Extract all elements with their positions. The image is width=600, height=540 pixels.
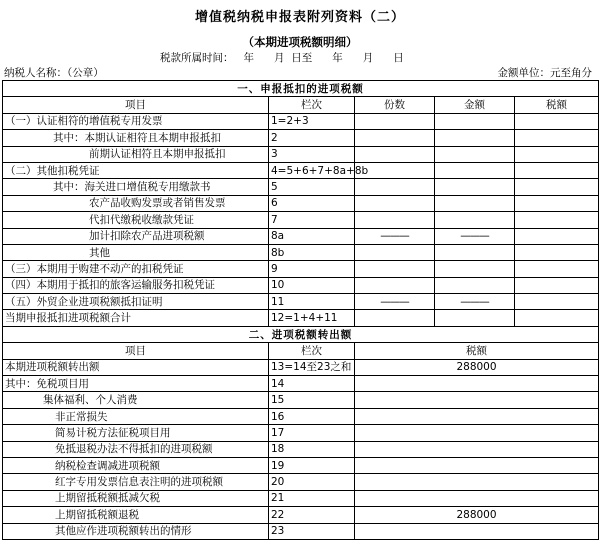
row-column-no: 1=2+3 xyxy=(269,113,355,129)
row-item: 代扣代缴税收缴款凭证 xyxy=(3,212,269,228)
copies-cell[interactable] xyxy=(355,113,435,129)
table-row xyxy=(3,310,599,326)
row-item: 集体福利、个人消费 xyxy=(3,392,269,408)
row-column-no: 21 xyxy=(269,490,355,506)
amount-cell[interactable] xyxy=(435,130,515,146)
copies-cell[interactable] xyxy=(355,130,435,146)
tax-value[interactable] xyxy=(355,474,599,490)
table-row xyxy=(3,408,599,424)
tax-cell[interactable] xyxy=(515,195,599,211)
row-column-no: 17 xyxy=(269,425,355,441)
row-column-no: 18 xyxy=(269,441,355,457)
row-item: 其中：本期认证相符且本期申报抵扣 xyxy=(3,130,269,146)
tax-cell[interactable] xyxy=(515,130,599,146)
row-item: 红字专用发票信息表注明的进项税额 xyxy=(3,474,269,490)
row-item: 当期申报抵扣进项税额合计 xyxy=(3,310,269,326)
table-row xyxy=(3,376,599,392)
amount-cell[interactable] xyxy=(435,277,515,293)
tax-cell[interactable] xyxy=(515,146,599,162)
row-item: 其中：免税项目用 xyxy=(3,376,269,392)
section-2-header-row xyxy=(3,343,599,359)
amount-cell[interactable] xyxy=(435,212,515,228)
row-item: 上期留抵税额抵减欠税 xyxy=(3,490,269,506)
table-row xyxy=(3,261,599,277)
copies-cell[interactable] xyxy=(355,212,435,228)
tax-cell[interactable] xyxy=(515,179,599,195)
row-item: 其他应作进项税额转出的情形 xyxy=(3,523,269,539)
row-column-no: 8b xyxy=(269,244,355,260)
table-row xyxy=(3,441,599,457)
table-row xyxy=(3,277,599,293)
tax-value[interactable] xyxy=(355,457,599,473)
table-row xyxy=(3,392,599,408)
row-item: 其他 xyxy=(3,244,269,260)
section-1-header-row xyxy=(3,97,599,113)
row-column-no: 10 xyxy=(269,277,355,293)
row-column-no: 6 xyxy=(269,195,355,211)
tax-cell[interactable] xyxy=(515,310,599,326)
copies-cell[interactable] xyxy=(355,146,435,162)
tax-value[interactable] xyxy=(355,392,599,408)
row-item: 本期进项税额转出额 xyxy=(3,359,269,375)
table-row xyxy=(3,146,599,162)
table-row xyxy=(3,294,599,310)
amount-unit-label: 金额单位：元至角分 xyxy=(497,67,592,79)
table-row xyxy=(3,113,599,129)
amount-cell[interactable] xyxy=(435,162,515,178)
tax-cell[interactable] xyxy=(515,244,599,260)
section-1-title: 一、申报抵扣的进项税额 xyxy=(3,81,599,97)
form-subtitle: （本期进项税额明细） xyxy=(242,35,358,49)
row-item: 纳税检查调减进项税额 xyxy=(3,457,269,473)
tax-value[interactable] xyxy=(355,441,599,457)
row-column-no: 14 xyxy=(269,376,355,392)
row-item: （四）本期用于抵扣的旅客运输服务扣税凭证 xyxy=(3,277,269,293)
tax-value[interactable] xyxy=(355,523,599,539)
tax-cell[interactable] xyxy=(515,261,599,277)
row-item: （五）外贸企业进项税额抵扣证明 xyxy=(3,294,269,310)
amount-cell[interactable] xyxy=(435,195,515,211)
row-column-no: 7 xyxy=(269,212,355,228)
amount-dash: ——— xyxy=(435,228,515,244)
header-column-no: 栏次 xyxy=(269,343,355,359)
tax-cell[interactable] xyxy=(515,277,599,293)
row-column-no: 12=1+4+11 xyxy=(269,310,355,326)
copies-dash: ——— xyxy=(355,294,435,310)
form-title: 增值税纳税申报表附列资料（二） xyxy=(194,10,405,25)
tax-cell[interactable] xyxy=(515,212,599,228)
row-column-no: 4=5+6+7+8a+8b xyxy=(269,162,355,178)
table-row xyxy=(3,474,599,490)
copies-cell[interactable] xyxy=(355,244,435,260)
tax-value[interactable] xyxy=(355,490,599,506)
row-column-no: 2 xyxy=(269,130,355,146)
tax-value[interactable] xyxy=(355,376,599,392)
row-column-no: 22 xyxy=(269,507,355,523)
tax-value[interactable]: 288000 xyxy=(355,359,599,375)
copies-cell[interactable] xyxy=(355,195,435,211)
header-item: 项目 xyxy=(3,343,269,359)
table-row xyxy=(3,162,599,178)
table-row xyxy=(3,228,599,244)
table-row xyxy=(3,359,599,375)
row-item: （三）本期用于购建不动产的扣税凭证 xyxy=(3,261,269,277)
table-row xyxy=(3,212,599,228)
row-column-no: 8a xyxy=(269,228,355,244)
input-tax-table xyxy=(2,80,599,540)
amount-dash: ——— xyxy=(435,294,515,310)
tax-cell[interactable] xyxy=(515,228,599,244)
tax-value[interactable] xyxy=(355,408,599,424)
row-column-no: 9 xyxy=(269,261,355,277)
copies-cell[interactable] xyxy=(355,277,435,293)
table-row xyxy=(3,457,599,473)
row-column-no: 23 xyxy=(269,523,355,539)
tax-value[interactable]: 288000 xyxy=(355,507,599,523)
row-column-no: 15 xyxy=(269,392,355,408)
tax-value[interactable] xyxy=(355,425,599,441)
row-item: 加计扣除农产品进项税额 xyxy=(3,228,269,244)
taxpayer-name-label: 纳税人名称：（公章） xyxy=(4,67,104,79)
amount-cell[interactable] xyxy=(435,179,515,195)
header-tax: 税额 xyxy=(515,97,599,113)
amount-cell[interactable] xyxy=(435,113,515,129)
table-row xyxy=(3,523,599,539)
row-column-no: 19 xyxy=(269,457,355,473)
amount-cell[interactable] xyxy=(435,146,515,162)
row-item: 免抵退税办法不得抵扣的进项税额 xyxy=(3,441,269,457)
tax-cell[interactable] xyxy=(515,113,599,129)
row-column-no: 11 xyxy=(269,294,355,310)
copies-cell[interactable] xyxy=(355,261,435,277)
header-item: 项目 xyxy=(3,97,269,113)
row-column-no: 16 xyxy=(269,408,355,424)
row-item: （二）其他扣税凭证 xyxy=(3,162,269,178)
row-column-no: 20 xyxy=(269,474,355,490)
table-row xyxy=(3,507,599,523)
table-row xyxy=(3,179,599,195)
amount-cell[interactable] xyxy=(435,310,515,326)
tax-cell[interactable] xyxy=(515,162,599,178)
table-row xyxy=(3,490,599,506)
copies-cell[interactable] xyxy=(355,179,435,195)
header-copies: 份数 xyxy=(355,97,435,113)
row-item: （一）认证相符的增值税专用发票 xyxy=(3,113,269,129)
row-item: 前期认证相符且本期申报抵扣 xyxy=(3,146,269,162)
tax-cell[interactable] xyxy=(515,294,599,310)
copies-dash: ——— xyxy=(355,228,435,244)
header-tax: 税额 xyxy=(355,343,599,359)
row-item: 其中：海关进口增值税专用缴款书 xyxy=(3,179,269,195)
table-row xyxy=(3,244,599,260)
row-column-no: 5 xyxy=(269,179,355,195)
row-column-no: 3 xyxy=(269,146,355,162)
section-2-title: 二、进项税额转出额 xyxy=(3,326,599,342)
table-row xyxy=(3,425,599,441)
row-item: 简易计税方法征税项目用 xyxy=(3,425,269,441)
amount-cell[interactable] xyxy=(435,244,515,260)
header-amount: 金额 xyxy=(435,97,515,113)
header-column-no: 栏次 xyxy=(269,97,355,113)
row-item: 农产品收购发票或者销售发票 xyxy=(3,195,269,211)
table-row xyxy=(3,195,599,211)
tax-period: 税款所属时间： 年 月 日至 年 月 日 xyxy=(160,52,404,64)
copies-cell[interactable] xyxy=(355,310,435,326)
row-item: 上期留抵税额退税 xyxy=(3,507,269,523)
row-item: 非正常损失 xyxy=(3,408,269,424)
table-row xyxy=(3,130,599,146)
row-column-no: 13=14至23之和 xyxy=(269,359,355,375)
amount-cell[interactable] xyxy=(435,261,515,277)
